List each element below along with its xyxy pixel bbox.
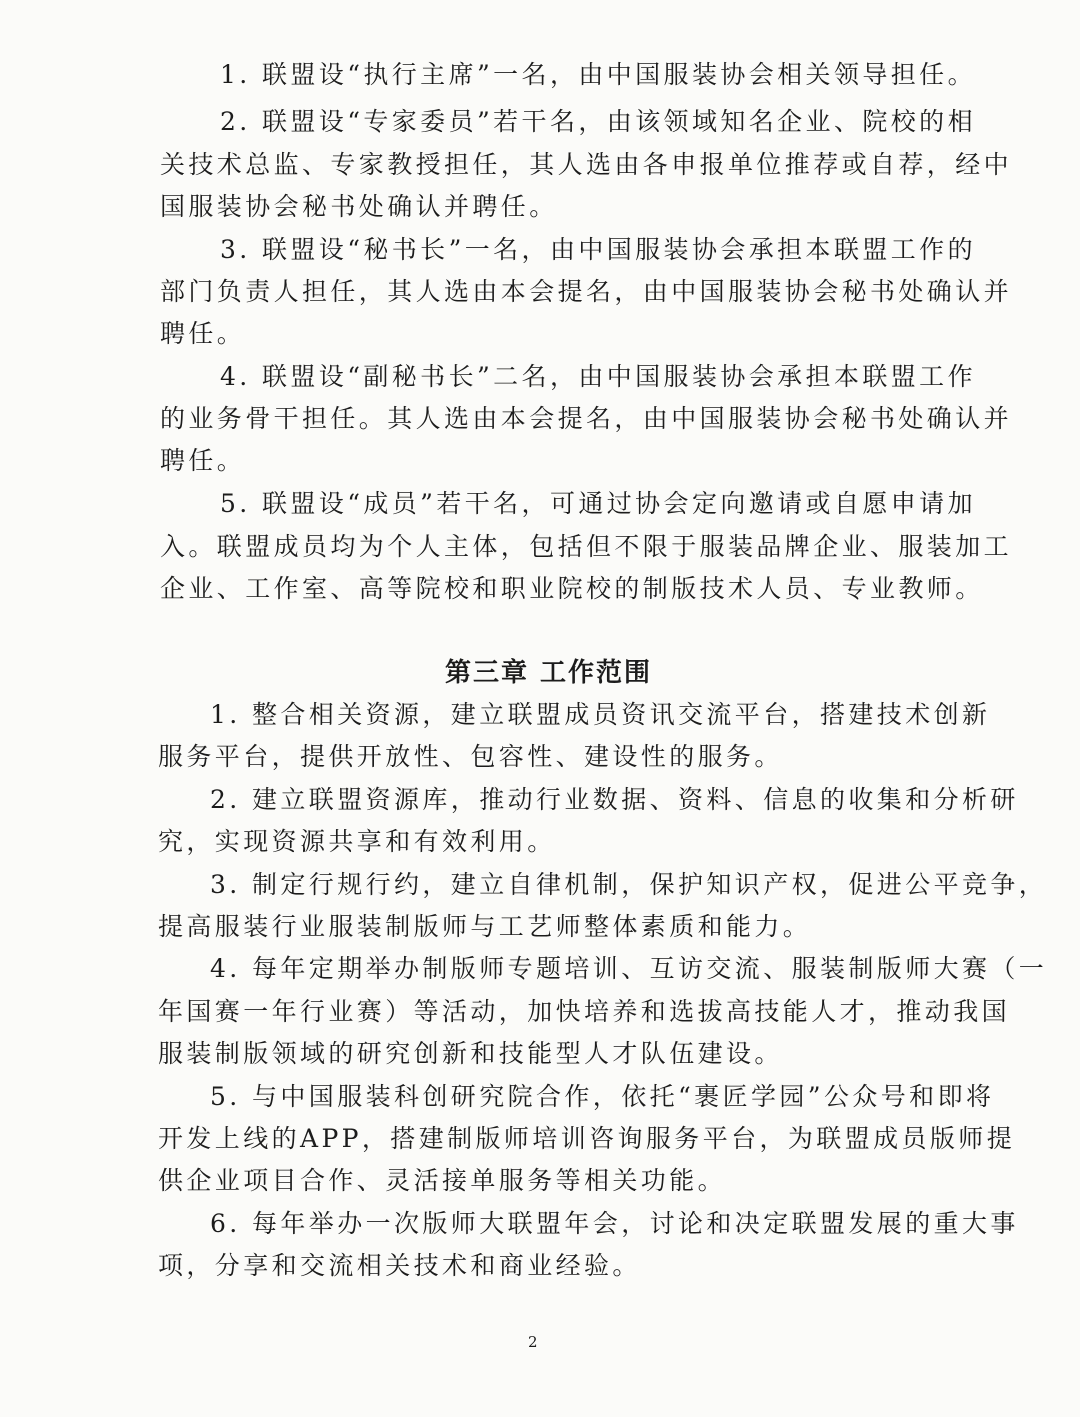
c3-item5-line1: 5. 与中国服装科创研究院合作，依托“裹匠学园”公众号和即将 [210,1082,995,1111]
s2-item2-line2: 关技术总监、专家教授担任，其人选由各申报单位推荐或自荐，经中 [160,150,1013,179]
s2-item5-line2: 入。联盟成员均为个人主体，包括但不限于服装品牌企业、服装加工 [160,532,1013,561]
s2-item3-line1: 3. 联盟设“秘书长”一名，由中国服装协会承担本联盟工作的 [220,235,976,264]
c3-item4-line1: 4. 每年定期举办制版师专题培训、互访交流、服装制版师大赛（一 [210,954,1048,983]
s2-item5-line1: 5. 联盟设“成员”若干名，可通过协会定向邀请或自愿申请加 [220,489,976,518]
s2-item2-line3: 国服装协会秘书处确认并聘任。 [160,192,558,221]
c3-item2-line2: 究，实现资源共享和有效利用。 [158,827,556,856]
s2-item5-line3: 企业、工作室、高等院校和职业院校的制版技术人员、专业教师。 [160,574,984,603]
c3-item2-line1: 2. 建立联盟资源库，推动行业数据、资料、信息的收集和分析研 [210,785,1019,814]
chapter-heading: 第三章 工作范围 [445,658,653,688]
s2-item4-line1: 4. 联盟设“副秘书长”二名，由中国服装协会承担本联盟工作 [220,362,976,391]
c3-item3-line2: 提高服装行业服装制版师与工艺师整体素质和能力。 [158,912,812,941]
c3-item4-line2: 年国赛一年行业赛）等活动，加快培养和选拔高技能人才，推动我国 [158,997,1011,1026]
c3-item5-line3: 供企业项目合作、灵活接单服务等相关功能。 [158,1166,727,1195]
s2-item3-line3: 聘任。 [160,319,246,348]
c3-item1-line2: 服务平台，提供开放性、包容性、建设性的服务。 [158,742,783,771]
s2-item2-line1: 2. 联盟设“专家委员”若干名，由该领域知名企业、院校的相 [220,107,976,136]
c3-item3-line1: 3. 制定行规行约，建立自律机制，保护知识产权，促进公平竞争， [210,870,1048,899]
c3-item1-line1: 1. 整合相关资源，建立联盟成员资讯交流平台，搭建技术创新 [210,700,991,729]
c3-item6-line1: 6. 每年举办一次版师大联盟年会，讨论和决定联盟发展的重大事 [210,1209,1019,1238]
c3-item5-line2: 开发上线的APP，搭建制版师培训咨询服务平台，为联盟成员版师提 [158,1124,1016,1153]
s2-item4-line3: 聘任。 [160,446,246,475]
page-number: 2 [528,1333,538,1351]
s2-item3-line2: 部门负责人担任，其人选由本会提名，由中国服装协会秘书处确认并 [160,277,1013,306]
s2-item1-line1: 1. 联盟设“执行主席”一名，由中国服装协会相关领导担任。 [220,60,976,89]
c3-item4-line3: 服装制版领域的研究创新和技能型人才队伍建设。 [158,1039,783,1068]
c3-item6-line2: 项，分享和交流相关技术和商业经验。 [158,1251,641,1280]
s2-item4-line2: 的业务骨干担任。其人选由本会提名，由中国服装协会秘书处确认并 [160,404,1013,433]
